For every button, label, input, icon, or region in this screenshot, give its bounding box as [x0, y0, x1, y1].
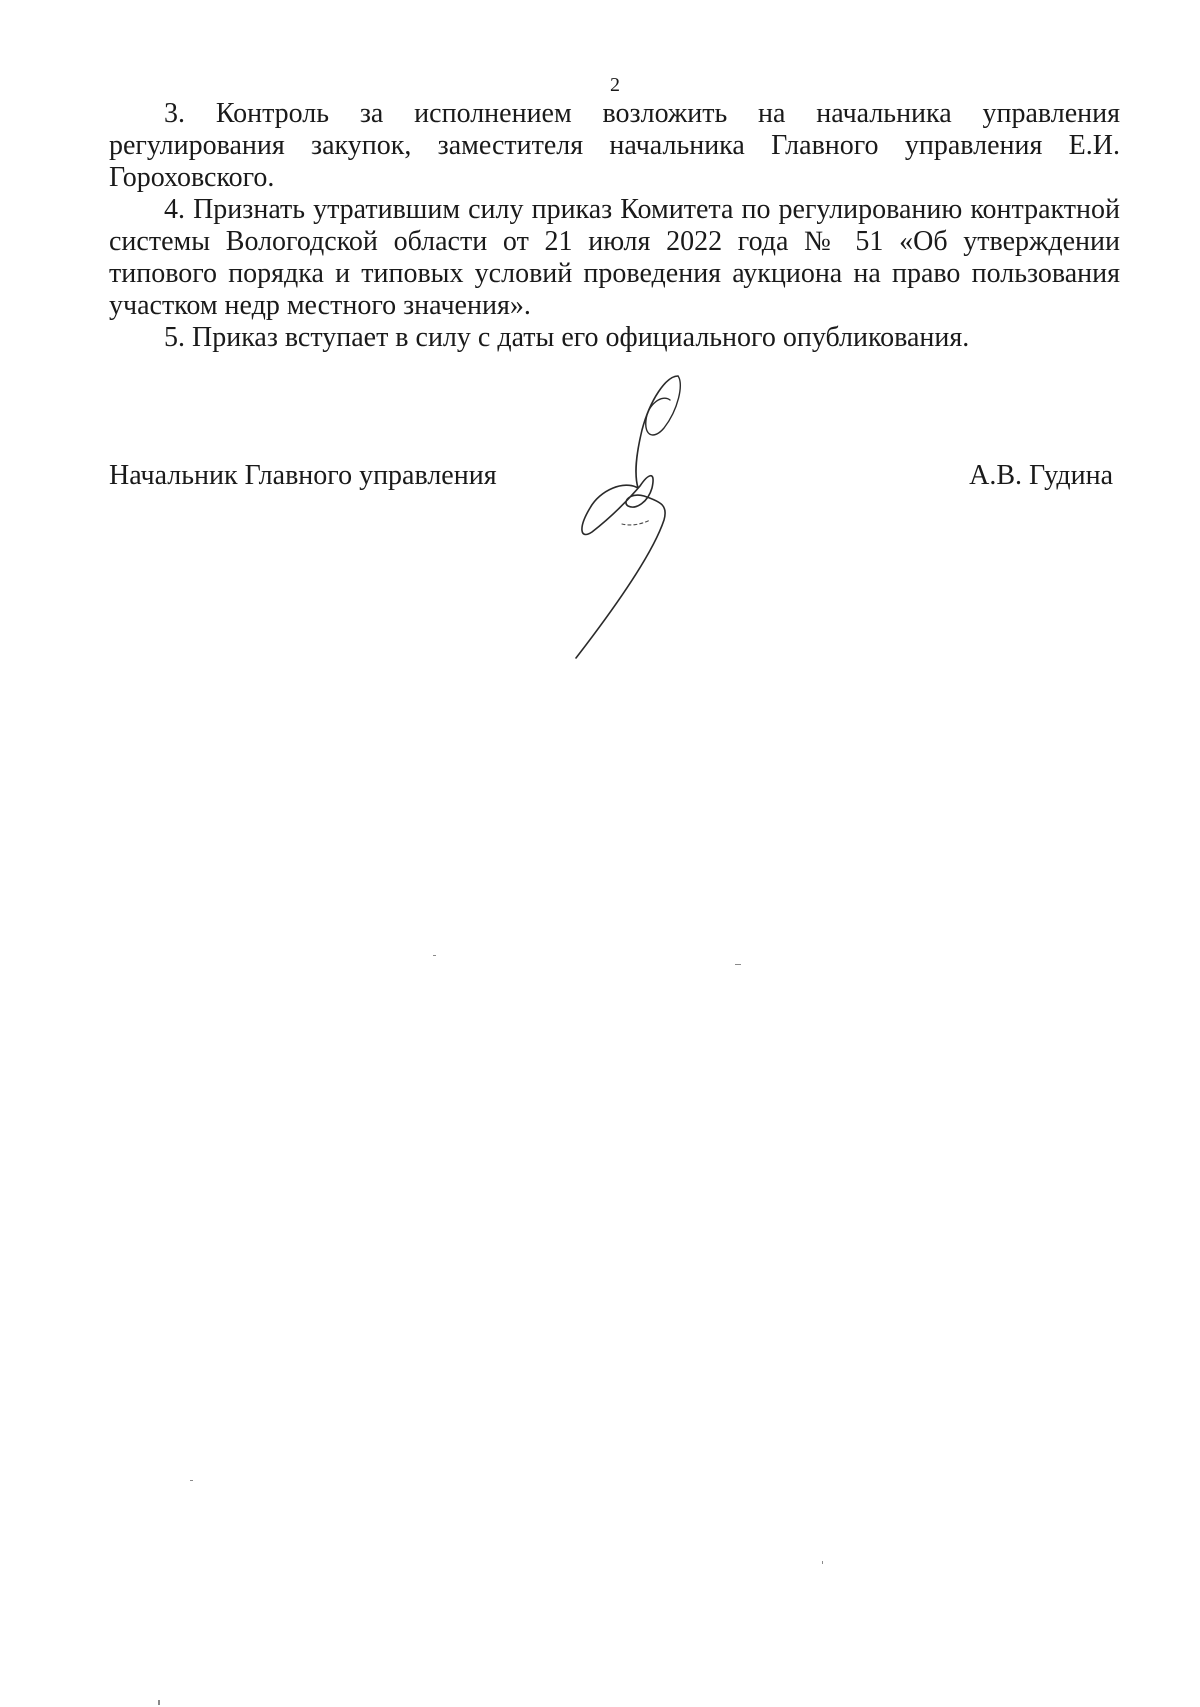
handwritten-signature — [570, 370, 710, 660]
scan-speck — [735, 964, 741, 965]
document-body — [109, 98, 1120, 354]
scan-speck — [158, 1700, 160, 1705]
scan-speck — [190, 1480, 193, 1481]
signatory-name: А.В. Гудина — [969, 460, 1113, 491]
paragraph-5: 5. Приказ вступает в силу с даты его официального опубликования. — [164, 322, 970, 353]
scan-speck — [433, 955, 436, 956]
paragraph-3: 3. Контроль за исполнением возложить на начальника управления регулирования закупок, заместителя начальника Главного управления Е.И. Гороховского. — [109, 98, 1120, 193]
signature-stroke-dash — [622, 520, 650, 525]
page-number: 2 — [610, 74, 620, 96]
scan-speck — [822, 1561, 823, 1564]
signature-stroke-main — [576, 376, 678, 658]
paragraph-4: 4. Признать утратившим силу приказ Комитета по регулированию контрактной системы Вологодской области от 21 июля 2022 года № 51 «Об утверждении типового порядка и типовых условий проведения аукциона на право пользования участком недр местного значения». — [109, 194, 1120, 321]
signatory-position: Начальник Главного управления — [109, 460, 497, 491]
